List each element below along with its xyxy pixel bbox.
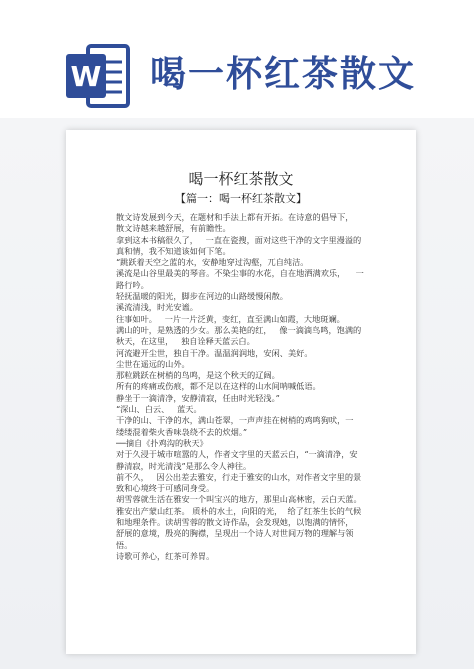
page-header <box>0 0 474 125</box>
text-line: 那粒跳跃在树梢的鸟鸣，是这个秋天的辽阔。 <box>116 370 280 381</box>
text-line: 干净的山、干净的水，满山苍翠，一声声挂在树梢的鸡鸣狗吠，一 <box>116 415 354 426</box>
document-body <box>116 212 378 562</box>
text-line: 所有的疼痛或伤痕，都不足以在这样的山水间呐喊低语。 <box>116 381 321 392</box>
text-fragment: 会发现她，以饱满的情怀， <box>255 517 354 528</box>
text-line: 秋天，在这里， 独自诠释天蓝云白。 <box>116 336 255 347</box>
text-line: 河流避开尘世，独自干净。温温润润地，安闲、美好。 <box>116 347 313 358</box>
text-line: 静坐于一滴清净，安静清寂，任由时光轻浅。” <box>116 392 280 403</box>
page-title: 喝一杯红茶散文 <box>150 54 417 95</box>
text-line: 静清寂，时光清浅”是那么令人神往。 <box>116 460 252 471</box>
text-line: 溪流清浅，时光安谧。 <box>116 302 198 313</box>
text-line: “跳跃着天空之蓝的水，安静地穿过沟壑，兀自纯洁。 <box>116 257 309 268</box>
text-line: 尘世在遥远的山外。 <box>116 358 190 369</box>
text-line: 对于久浸于城市喧嚣的人，作者文字里的天蓝云白，“一滴清净，安 <box>116 449 358 460</box>
text-line: 舒展的意境，殷亮的胸襟，呈现出一个诗人对世间万物的理解与领 <box>116 528 354 539</box>
text-line: 悟。 <box>116 539 133 550</box>
document-subtitle: 【篇一：喝一杯红茶散文】 <box>175 192 307 205</box>
text-line: 缕缕混着柴火香味袅绕不去的炊烟。” <box>116 426 248 437</box>
document-title: 喝一杯红茶散文 <box>188 170 294 188</box>
text-line: 胡雪蓉就生活在雅安一个叫宝兴的地方，那里山高林密，云白天蓝。 <box>116 494 362 505</box>
text-line: 路行吟。 <box>116 279 149 290</box>
text-line: 轻抚温暖的阳光，脚步在河边的山路缓慢闲散。 <box>116 291 288 302</box>
text-line <box>116 517 378 528</box>
text-line: 致和心境终于可感同身受。 <box>116 483 215 494</box>
text-line: 拿到这本书稿很久了， 一直在瓷搜，面对这些干净的文字里漫溢的 <box>116 234 362 245</box>
word-icon-letter: W <box>70 60 102 93</box>
text-line: 诗歌可养心，红茶可养胃。 <box>116 550 215 561</box>
text-line: 真和情，我不知道该如何下笔。 <box>116 245 231 256</box>
text-fragment: 和地理条件。读胡雪蓉的散文诗作品， <box>116 517 256 528</box>
word-icon <box>62 40 134 112</box>
text-line: 散文诗越来越舒展，有前瞻性。 <box>116 223 231 234</box>
text-line: 往事如叶。 一片一片泛黄，变红，直至满山如霞，大地斑斓。 <box>116 313 345 324</box>
text-line: 溪流是山谷里最美的琴音。不染尘事的水花，自在地洒满欢乐， 一 <box>116 268 364 279</box>
text-line: ──摘自《扑鸡沟的秋天》 <box>116 437 208 448</box>
text-line: 雅安出产蒙山红茶。 质朴的水土，向阳的光， 给了红茶生长的气候 <box>116 505 362 516</box>
text-line: 满山的叶，是熟透的少女。那么美艳的红， 像一滴滴鸟鸣，饱满的 <box>116 324 362 335</box>
text-line: 散文诗发展到今天，在题材和手法上都有开拓。在诗意的倡导下， <box>116 212 354 222</box>
document-page <box>66 130 416 654</box>
text-line: 前不久， 因公出差去雅安，行走于雅安的山水，对作者文字里的景 <box>116 471 362 482</box>
text-line: “深山、白云、 蓝天。 <box>116 404 202 415</box>
